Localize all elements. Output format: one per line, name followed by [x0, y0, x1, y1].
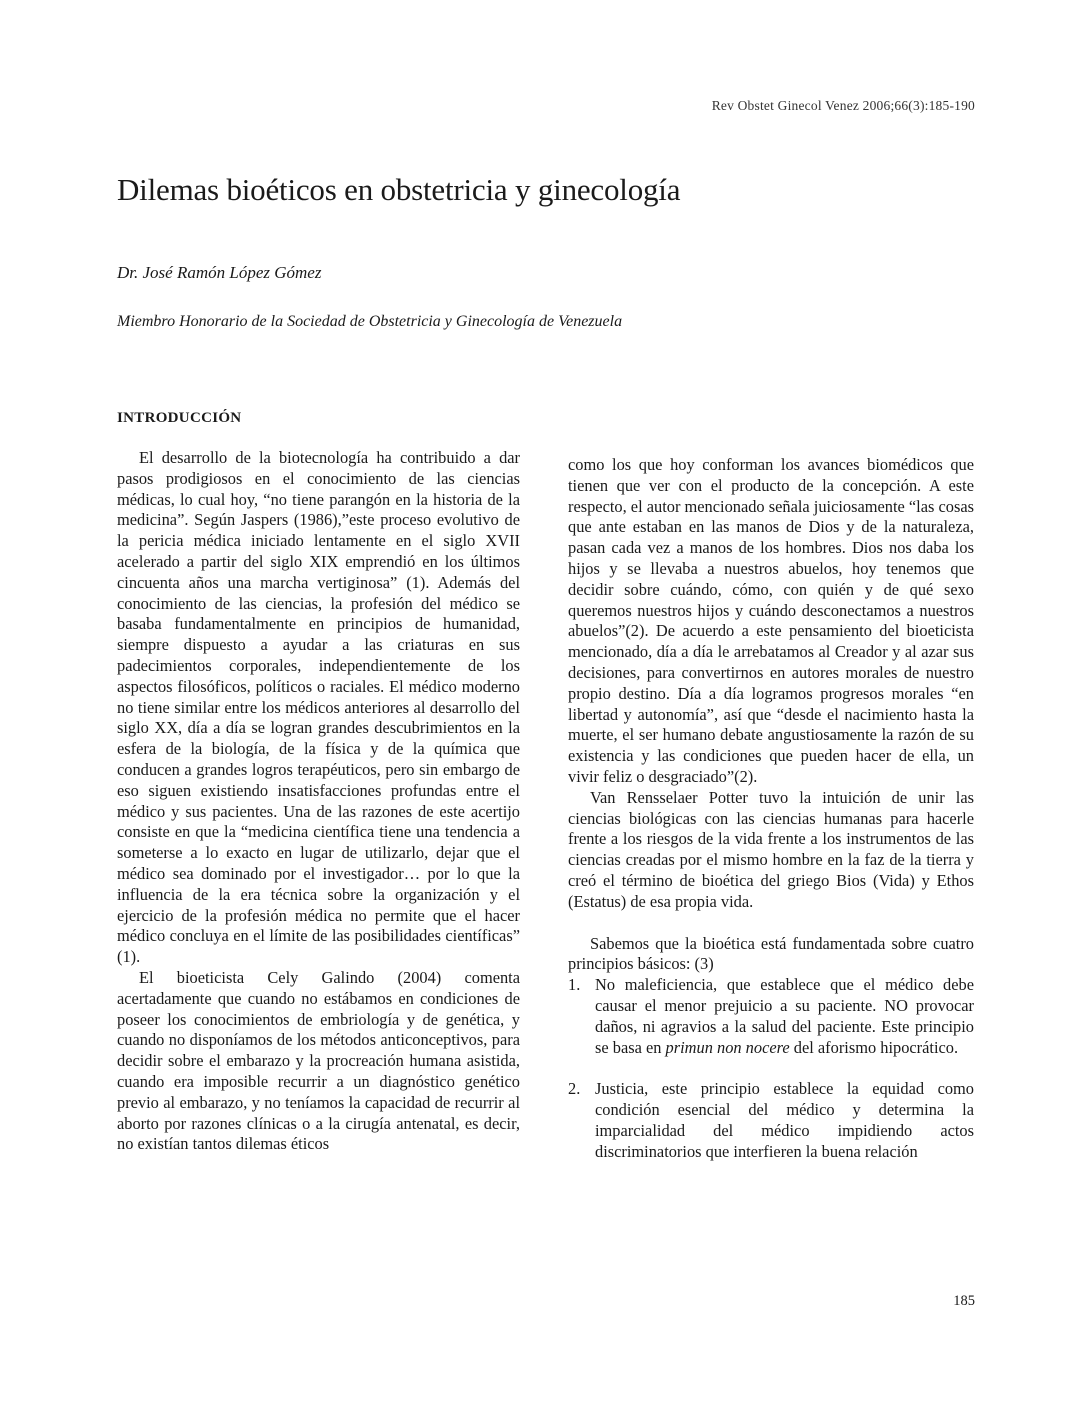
- list-item: [568, 1079, 974, 1162]
- principles-list: [568, 975, 974, 1162]
- author-affiliation: Miembro Honorario de la Sociedad de Obstetricia y Ginecología de Venezuela: [117, 313, 623, 330]
- list-item-text: Justicia, este principio establece la equidad como condición esencial del médico y determina la imparcialidad del médico impidiendo actos discriminatorios que interfieren la buena relación: [595, 1079, 974, 1161]
- right-paragraph-3: Sabemos que la bioética está fundamentada sobre cuatro principios básicos: (3): [568, 933, 974, 974]
- left-paragraph-2: El bioeticista Cely Galindo (2004) comenta acertadamente que cuando no estábamos en condiciones de poseer los conocimientos de embriología y de genética, y cuando no disponíamos de los métodos anticonceptivos, para decidir sobre el embarazo y la procreación humana asistida, cuando era imposible recurrir a un diagnóstico genético previo al embarazo, y no teníamos la capacidad de recurrir al aborto por razones clínicas o a la cirugía antenatal, es decir, no existían tantos dilemas éticos: [117, 967, 520, 1154]
- author-name: Dr. José Ramón López Gómez: [117, 263, 322, 282]
- article-title: Dilemas bioéticos en obstetricia y ginecología: [117, 172, 681, 207]
- left-paragraph-1: El desarrollo de la biotecnología ha contribuido a dar pasos prodigiosos en el conocimiento de las ciencias médicas, lo cual hoy, “no tiene parangón en la historia de la medicina”. Según Jaspers (1986),”este proceso evolutivo de la pericia médica iniciado lentamente en el siglo XVII acelerado a partir del siglo XIX emprendió en los últimos cincuenta años una marcha vertiginosa” (1). Además del conocimiento de las ciencias, la profesión del médico se basaba fundamentalmente en principios de humanidad, siempre dispuesto a ayudar a las criaturas en sus padecimientos corporales, independientemente de los aspectos filosóficos, políticos o raciales. El médico moderno no tiene similar entre los médicos anteriores al desarrollo del siglo XX, día a día se logran grandes descubrimientos en la esfera de la biología, de la física y de la química que conducen a grandes logros terapéuticos, pero sin embargo de eso siguen existiendo insatisfacciones profundas entre el médico y sus pacientes. Una de las razones de este acertijo consiste en que la “medicina científica tiene una tendencia a someterse a lo exacto en lugar de utilizarlo, dejar que el médico sea dominado por el investigador… por lo que la influencia de la era técnica sobre la organización y el ejercicio de la profesión médica no permite que el hacer médico concluya en el límite de las posibilidades científicas” (1).: [117, 448, 520, 967]
- page-number: 185: [953, 1293, 975, 1309]
- left-column: [117, 448, 520, 1155]
- section-heading-introduccion: INTRODUCCIÓN: [117, 410, 242, 426]
- list-item-text: No maleficiencia, que establece que el médico debe causar el menor prejuicio a su paciente. NO provocar daños, ni agravios a la salud del paciente. Este principio se basa en primun non nocere del aforismo hipocrático.: [595, 975, 974, 1057]
- latin-phrase: primun non nocere: [665, 1037, 790, 1057]
- list-item-number: 1.: [568, 975, 581, 995]
- list-item: [568, 975, 974, 1058]
- right-column: [568, 455, 974, 1163]
- journal-citation: Rev Obstet Ginecol Venez 2006;66(3):185-190: [711, 98, 975, 113]
- right-paragraph-2: Van Rensselaer Potter tuvo la intuición de unir las ciencias biológicas con las ciencias humanas para hacerle frente a los riesgos de la vida frente a los instrumentos de las ciencias creadas por el mismo hombre en la faz de la tierra y creó el término de bioética del griego Bios (Vida) y Ethos (Estatus) de esa propia vida.: [568, 787, 974, 911]
- list-item-number: 2.: [568, 1079, 581, 1099]
- right-paragraph-1: como los que hoy conforman los avances biomédicos que tienen que ver con el producto de la concepción. A este respecto, el autor mencionado señala juiciosamente “las cosas que ante estaban en las manos de Dios y de la naturaleza, pasan cada vez a manos de los hombres. Dios nos daba los hijos y se llevaba a nuestros abuelos, hoy tenemos que decidir sobre cuándo, cómo, con quién y de qué sexo queremos nuestros hijos y cuándo desconectamos a nuestros abuelos”(2). De acuerdo a este pensamiento del bioeticista mencionado, día a día le arrebatamos al Creador y al azar sus decisiones, para convertirnos en autores morales de nuestro propio destino. Día a día logramos progresos morales “en libertad y autonomía”, así que “desde el nacimiento hasta la muerte, el ser humano debate angustiosamente la razón de su existencia y las condiciones que pueden hacer de ella, un vivir feliz o desgraciado”(2).: [568, 455, 974, 786]
